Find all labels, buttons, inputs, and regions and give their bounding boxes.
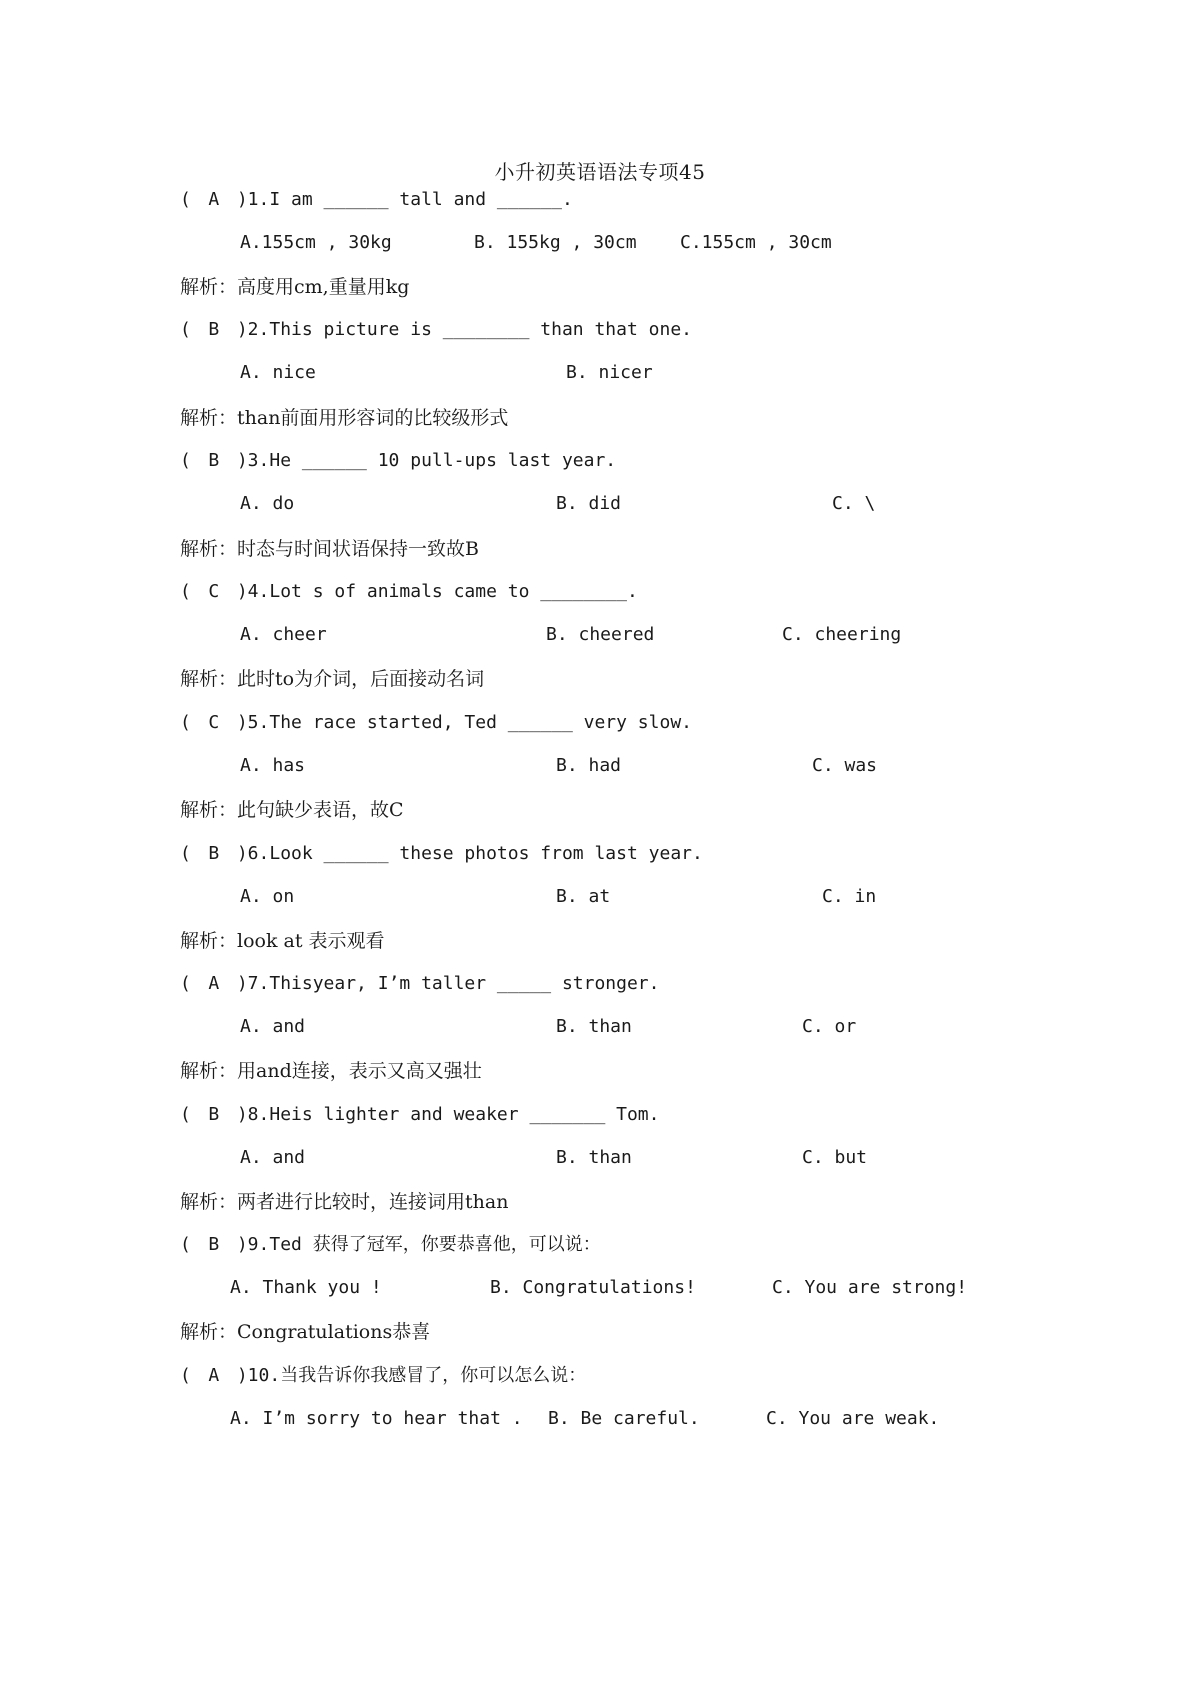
- answer-paren: (: [180, 1104, 191, 1125]
- explanation-text: 解析：此句缺少表语，故C: [180, 799, 404, 821]
- answer-option: C. in: [822, 886, 877, 907]
- question-line: [180, 1233, 601, 1257]
- answer-paren: (: [180, 581, 191, 602]
- answer-option: A. do: [240, 493, 295, 514]
- answer-letter: A: [208, 189, 220, 210]
- answer-paren: (: [180, 1365, 191, 1386]
- question-line: [180, 580, 638, 604]
- answer-option: A. I’m sorry to hear that .: [230, 1408, 523, 1429]
- answer-option: B. Congratulations!: [490, 1277, 696, 1298]
- answer-option: B. than: [556, 1016, 632, 1037]
- answer-option: B. did: [556, 493, 622, 514]
- explanation-text: 解析：用and连接，表示又高又强壮: [180, 1060, 482, 1082]
- answer-option: C. but: [802, 1147, 868, 1168]
- question-stem: )9.Ted 获得了冠军，你要恭喜他，可以说：: [236, 1234, 601, 1255]
- question-line: [180, 188, 573, 212]
- document-title: 小升初英语语法专项45: [494, 160, 706, 184]
- question-line: [180, 711, 692, 735]
- answer-option: A. and: [240, 1147, 306, 1168]
- answer-letter: C: [208, 712, 220, 733]
- answer-option: C. was: [812, 755, 878, 776]
- question-stem: )3.He ______ 10 pull-ups last year.: [236, 450, 617, 471]
- question-stem: )7.Thisyear, I’m taller _____ stronger.: [236, 973, 660, 994]
- question-line: [180, 972, 659, 996]
- answer-option: A. nice: [240, 362, 316, 383]
- explanation-text: 解析：此时to为介词，后面接动名词: [180, 668, 485, 690]
- answer-letter: A: [208, 1365, 220, 1386]
- answer-option: C. \: [832, 493, 876, 514]
- answer-letter: A: [208, 973, 220, 994]
- explanation-text: 解析：两者进行比较时，连接词用than: [180, 1191, 509, 1213]
- answer-option: C. You are strong!: [772, 1277, 968, 1298]
- answer-option: A. cheer: [240, 624, 327, 645]
- answer-option: B. Be careful.: [548, 1408, 700, 1429]
- answer-option: B. nicer: [566, 362, 653, 383]
- question-line: [180, 1364, 586, 1388]
- answer-paren: (: [180, 973, 191, 994]
- question-line: [180, 318, 692, 342]
- question-line: [180, 842, 703, 866]
- explanation-text: 解析：look at 表示观看: [180, 930, 385, 952]
- question-stem: )2.This picture is ________ than that one.: [236, 319, 692, 340]
- answer-option: B. than: [556, 1147, 632, 1168]
- answer-letter: B: [208, 319, 220, 340]
- answer-option: C. or: [802, 1016, 857, 1037]
- answer-paren: (: [180, 843, 191, 864]
- answer-option: A. and: [240, 1016, 306, 1037]
- answer-option: B. had: [556, 755, 622, 776]
- answer-option: B. at: [556, 886, 611, 907]
- answer-letter: B: [208, 843, 220, 864]
- answer-paren: (: [180, 319, 191, 340]
- answer-letter: C: [208, 581, 220, 602]
- answer-option: A. on: [240, 886, 295, 907]
- explanation-text: 解析：Congratulations恭喜: [180, 1321, 431, 1343]
- explanation-text: 解析：than前面用形容词的比较级形式: [180, 407, 509, 429]
- answer-option: B. cheered: [546, 624, 655, 645]
- question-line: [180, 1103, 659, 1127]
- question-stem: )8.Heis lighter and weaker _______ Tom.: [236, 1104, 660, 1125]
- answer-option: C.155cm , 30cm: [680, 232, 832, 253]
- answer-option: A.155cm , 30kg: [240, 232, 392, 253]
- question-stem: )1.I am ______ tall and ______.: [236, 189, 573, 210]
- question-stem: )6.Look ______ these photos from last year.: [236, 843, 703, 864]
- question-line: [180, 449, 616, 473]
- explanation-text: 解析：时态与时间状语保持一致故B: [180, 538, 479, 560]
- answer-paren: (: [180, 712, 191, 733]
- answer-paren: (: [180, 1234, 191, 1255]
- question-stem: )5.The race started, Ted ______ very slow.: [236, 712, 692, 733]
- question-stem: )10.当我告诉你我感冒了，你可以怎么说：: [236, 1365, 587, 1386]
- answer-letter: B: [208, 1234, 220, 1255]
- answer-option: A. Thank you !: [230, 1277, 382, 1298]
- answer-option: B. 155kg , 30cm: [474, 232, 637, 253]
- answer-option: C. You are weak.: [766, 1408, 940, 1429]
- answer-paren: (: [180, 189, 191, 210]
- answer-paren: (: [180, 450, 191, 471]
- explanation-text: 解析：高度用cm,重量用kg: [180, 276, 410, 298]
- answer-letter: B: [208, 450, 220, 471]
- answer-option: A. has: [240, 755, 306, 776]
- answer-option: C. cheering: [782, 624, 902, 645]
- answer-letter: B: [208, 1104, 220, 1125]
- question-stem: )4.Lot s of animals came to ________.: [236, 581, 638, 602]
